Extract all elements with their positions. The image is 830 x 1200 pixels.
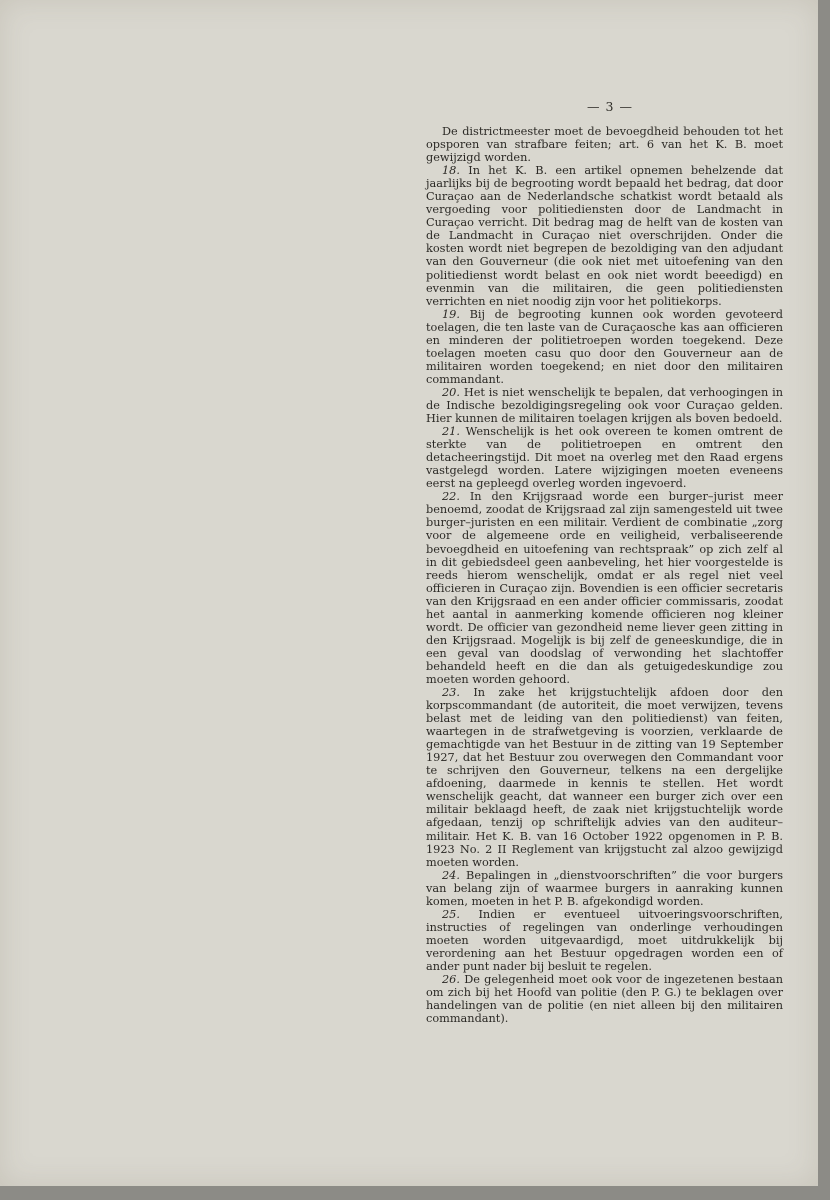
paragraph-number: 21. bbox=[442, 425, 460, 439]
paragraph-number: 26. bbox=[442, 973, 460, 987]
paragraph-text: In den Krijgsraad worde een burger–jurist meer benoemd, zoodat de Krijgsraad zal zijn samengesteld uit twee burger–juristen en een militair. Verdient de combinatie „zorg voor de algemeene orde en veiligheid, verbaliseerende bevoegdheid en uitoefening van rechtspraak” op zich zelf al in dit gebiedsdeel geen aanbeveling, het hier voorgestelde is reeds hierom wenschelijk, omdat er als regel niet veel officieren in Curaçao zijn. Bovendien is een officier secretaris van den Krijgsraad en een ander officier commissaris, zoodat het aantal in aanmerking komende officieren nog kleiner wordt. De officier van gezondheid neme liever geen zitting in den Krijgsraad. Mogelijk is bij zelf de geneeskundige, die in een geval van doodslag of verwonding het slachtoffer behandeld heeft en die dan als getuigedeskundige zou moeten worden gehoord. bbox=[426, 490, 784, 686]
paragraph-text: Bij de begrooting kunnen ook worden gevoteerd toelagen, die ten laste van de Curaçaosche kas aan officieren en minderen der politietroepen worden toegekend. Deze toelagen moeten casu quo door den Gouverneur aan de militairen worden toegekend; en niet door den militairen commandant. bbox=[426, 307, 784, 386]
paragraph-text: Bepalingen in „dienstvoorschriften” die voor burgers van belang zijn of waarmee burgers in aanraking kunnen komen, moeten in het P. B. afgekondigd worden. bbox=[426, 868, 784, 908]
paragraph-number: 18. bbox=[442, 164, 460, 178]
paragraph-text: Wenschelijk is het ook overeen te komen omtrent de sterkte van de politietroepen en omtrent den detacheeringstijd. Dit moet na overleg met den Raad ergens vastgelegd worden. Latere wijzigingen moeten eveneens eerst na gepleegd overleg worden ingevoerd. bbox=[426, 425, 783, 491]
paragraph-26 bbox=[426, 973, 783, 1025]
paragraph-number: 23. bbox=[442, 686, 460, 700]
paragraph-text: De districtmeester moet de bevoegdheid behouden tot het opsporen van strafbare feiten; art. 6 van het K. B. moet gewijzigd worden. bbox=[426, 125, 783, 165]
body-text bbox=[426, 125, 783, 1025]
paragraph-number: 22. bbox=[442, 490, 460, 504]
paragraph-22 bbox=[426, 490, 783, 686]
paragraph-text: Het is niet wenschelijk te bepalen, dat verhoogingen in de Indische bezoldigingsregeling ook voor Curaçao gelden. Hier kunnen de militairen toelagen krijgen als boven bedoeld. bbox=[426, 385, 783, 426]
paragraph-text: Indien er eventueel uitvoeringsvoorschriften, instructies of regelingen van onderlinge verhoudingen moeten worden uitgevaardigd, moet uitdrukkelijk bij verordening aan het Bestuur opgedragen worden een of ander punt nader bij besluit te regelen. bbox=[426, 907, 784, 973]
paragraph-23 bbox=[426, 686, 783, 869]
paragraph-25 bbox=[426, 908, 783, 973]
paragraph-17 bbox=[426, 125, 783, 164]
paragraph-number: 24. bbox=[442, 868, 460, 882]
page-number: — 3 — bbox=[587, 99, 633, 114]
paragraph-24 bbox=[426, 869, 783, 908]
paragraph-18 bbox=[426, 164, 783, 308]
paragraph-21 bbox=[426, 425, 783, 490]
paragraph-19 bbox=[426, 308, 783, 386]
paragraph-text: In zake het krijgstuchtelijk afdoen door den korpscommandant (de autoriteit, die moet verwijzen, tevens belast met de leiding van den politiedienst) van feiten, waartegen in de strafwetgeving is voorzien, verklaarde de gemachtigde van het Bestuur in de zitting van 19 September 1927, dat het Bestuur zou overwegen den Commandant voor te schrijven den Gouverneur, telkens na een dergelijke afdoening, daarmede in kennis te stellen. Het wordt wenschelijk geacht, dat wanneer een burger zich over een militair beklaagd heeft, de zaak niet krijgstuchtelijk worde afgedaan, tenzij op schriftelijk advies van den auditeur–militair. Het K. B. van 16 October 1922 opgenomen in P. B. 1923 No. 2 II Reglement van krijgstucht zal alzoo gewijzigd moeten worden. bbox=[426, 686, 783, 869]
paragraph-text: De gelegenheid moet ook voor de ingezetenen bestaan om zich bij het Hoofd van politie (den P. G.) te beklagen over handelingen van de politie (en niet alleen bij den militairen commandant). bbox=[426, 973, 783, 1026]
paragraph-number: 19. bbox=[442, 307, 460, 321]
paragraph-text: In het K. B. een artikel opnemen behelzende dat jaarlijks bij de begrooting wordt bepaald het bedrag, dat door Curaçao aan de Nederlandsche schatkist wordt betaald als vergoeding voor politiediensten door de Landmacht in Curaçao verricht. Dit bedrag mag de helft van de kosten van de Landmacht in Curaçao niet overschrijden. Onder die kosten wordt niet begrepen de bezoldiging van den adjudant van den Gouverneur (die ook niet met uitoefening van den politiedienst wordt belast en ook niet wordt beeedigd) en evenmin van die militairen, die geen politiediensten verrichten en niet noodig zijn voor het politiekorps. bbox=[426, 164, 784, 308]
paragraph-number: 20. bbox=[442, 385, 460, 399]
paragraph-20 bbox=[426, 386, 783, 425]
paragraph-number: 25. bbox=[442, 907, 460, 921]
